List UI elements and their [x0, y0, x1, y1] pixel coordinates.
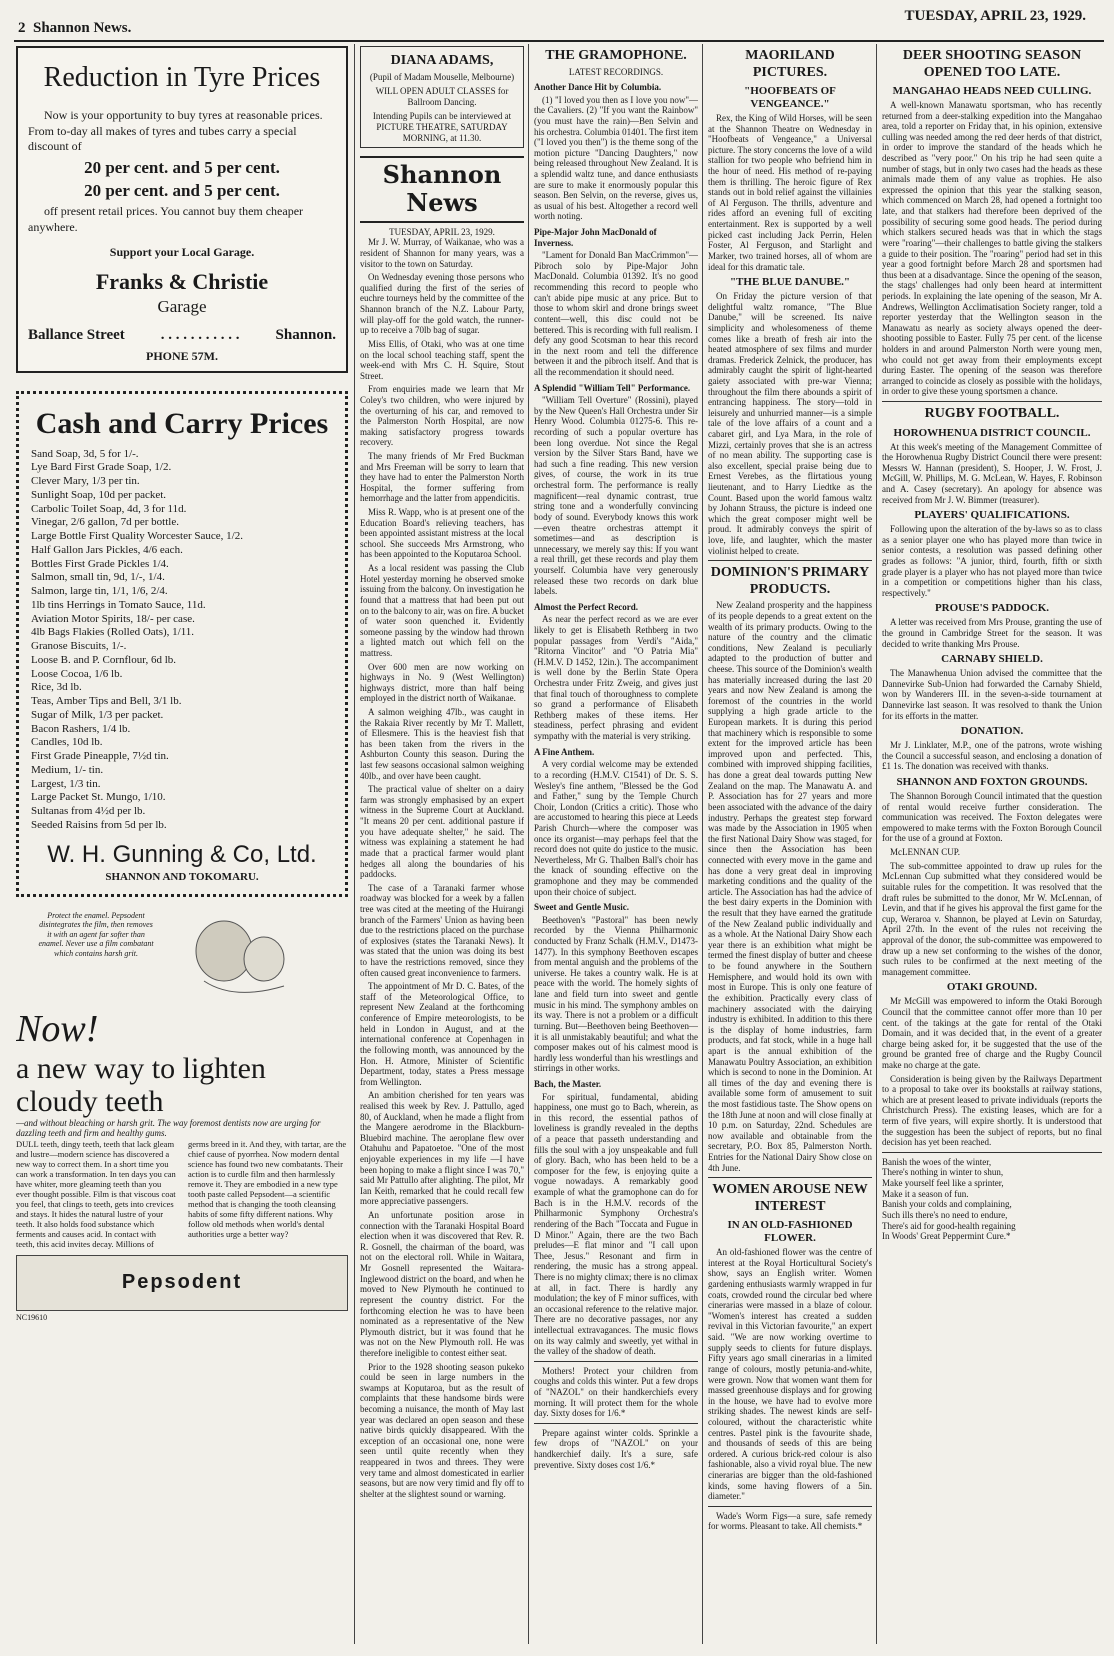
price-item: Large Bottle First Quality Worcester Sauce, 1/2. — [31, 530, 243, 543]
pepsodent-tube-icon: Pepsodent — [16, 1255, 348, 1311]
news-paragraph: On Wednesday evening those persons who qualified during the first of the series of euchre tourneys held by the committee of the Shannon branch of the N.Z. Labour Party, will play-off for the gold watch, the runner-up to receive a 70lb bag of sugar. — [360, 272, 524, 336]
ads-column — [16, 46, 348, 1646]
maoriland-title: MAORILAND PICTURES. — [745, 48, 835, 80]
section-text: "Lament for Donald Ban MacCrimmon"—Pibroch solo by Pipe-Major John MacDonald. Columbia 01392. It's no good recommending this record to people who can't abide pipe music at any price. But to those to whom skirl and drone brings sweet content—well, this disc could not be bettered. This is recording with full realism. I defy any good Scotsman to hear this record in the next room and tell the difference between it and the pibroch itself. And that is all the recommendation it should need. — [534, 250, 698, 377]
poem-line: Such ills there's no need to endure, — [882, 1209, 1008, 1220]
women-sub: IN AN OLD-FASHIONED FLOWER. — [727, 1219, 853, 1245]
blue-danube-text: On Friday the picture version of that delightful waltz romance, "The Blue Danube," will be screened. Its naive simplicity and wholesomeness of theme comes like a breath of fresh air into the heated atmosphere of sex films and murder dramas. Frederick Zelnick, the producer, has admirably caught the spirit of light-hearted gaiety associated with pre-war Vienna; throughout the film there abounds a spirit of entrancing happiness. The story—told in leisurely and unhurried manner—is a simple tale of the love affairs of a count and a cabaret girl, and Lya Mara, in the role of Mizzi, certainly proves that she is an actress of no mean ability. The supporting case is also excellent, special praise being due to Ernest Verebes, as the flirtatious young lieutenant, and to Harry Liedtke as the Count. Based upon the world famous waltz by Johann Strauss, the picture is indeed one which the great composer might well be proud. It admirably conveys the spirit of love, life, and laughter, which the master violinist helped to create. — [708, 291, 872, 556]
rugby-report — [882, 442, 1102, 1148]
separator — [882, 401, 1102, 402]
pepsodent-body: DULL teeth, dingy teeth, teeth that lack gleam and lustre—modern science has discovered a new way to correct them. In a short time you can work a transformation. In ten days you can have whiter, more gleaming teeth than you ever thought possible. Film is that viscous coat you feel, that clings to teeth, gets into crevices and stays. It hides the natural lustre of your teeth. It also holds food substance which ferments and causes acid. In contact with teeth, this acid invites decay. Millions of germs breed in it. And they, with tartar, are the chief cause of pyorrhea. Now modern dental science has found two new combatants. Their action is to curdle film and then harmlessly remove it. They are embodied in a new type tooth paste called Pepsodent—a scientific method that is changing the tooth cleansing habits of some fifty different nations. Why follow old methods when world's dental authorities urge a better way? — [16, 1138, 347, 1250]
separator — [534, 1423, 698, 1424]
news-paragraph: Prior to the 1928 shooting season pukeko could be seen in large numbers in the swamps at Koputaroa, but as the result of complaints that these handsome birds were becoming a nuisance, the month of May last year was declared an open season and these native birds quickly disappeared. With the exception of an occasional one, none were seen until quite recently when they reappeared in twos and threes. They were very tame and almost domesticated in earlier seasons, but are now very timid and fly off to shelter at the slightest sound or warning. — [360, 1361, 524, 1499]
price-item: Sugar of Milk, 1/3 per packet. — [31, 708, 164, 721]
discount-line: 20 per cent. and 5 per cent. — [84, 181, 280, 201]
dominion-text: New Zealand prosperity and the happiness of its people depends to a great extent on the wealth of its primary products. Owing to the nature of the country and the climatic conditions, New Zealand is peculiarly adapted to the production of butter and cheese. This source of the Dominion's wealth has materially increased during the last 20 years and now New Zealand is among the foremost of the countries in the world supplying a high grade article to the European markets. It is during this period that machinery which is responsible to some extent for the improved article has been improved upon and perfected. This, combined with improved shipping facilities, has done a great deal towards putting New Zealand on the map. The Manawatu A. and P. Association has for 27 years and more been associated with the advance of the dairy industry. Perhaps the greatest step forward was made by the Association in 1905 when the first National Dairy Show was staged, for since then the Association has been connected with every move in the game and has done a very great deal in improving marketing conditions and the quality of the article. The Association has had the advice of the best dairy experts in the Dominion with the result that they have earned the gratitude of the New Zealand public individually and as a whole. At the National Dairy Show each year there is an exhibition what might be termed the finest display of butter and cheese to be found anywhere in the Southern Hemisphere, and would hold its own with most in Europe. This is only one feature of the exhibition. Practically every class of machinery associated with the dairying industry is exhibited. In addition to this there is the display of home industries, farm products, and fat stock, while in a huge hall apart is the annual exhibition of the Manawatu Poultry Association, an exhibition which is second to none in the Dominion. At all times of the day and evening there is available some form of amusement to suit the most fastidious taste. The Show opens on the 18th June at noon and will close finally at 10 p.m. on Saturday, 22nd. Schedules are now available and obtainable from the secretary, P.O. Box 85, Palmerston North. Entries for the National Dairy Show close on 4th June. — [708, 600, 872, 1173]
woman-illustration-icon — [164, 911, 314, 1001]
masthead: Shannon News — [360, 156, 524, 223]
news-paragraph: Miss R. Wapp, who is at present one of the Education Board's relieving teachers, has been appointed assistant mistress at the local school. She succeeds Mrs Armstrong, who has been appointed to the Koputaroa School. — [360, 507, 524, 560]
poem-line: There's aid for good-health regaining — [882, 1220, 1016, 1231]
garage-firm: Franks & Christie — [95, 269, 269, 295]
news-paragraph: The Manawhenua Union advised the committee that the Dannevirke Sub-Union had forwarded the Carnaby Shield, won by Wanderers III. in the seven-a-side tournament at Dannevirke last season. It was resolved to thank the Union for its efforts in the matter. — [882, 668, 1102, 721]
news-paragraph: McLENNAN CUP. — [890, 847, 961, 858]
tyre-advert-lead: Now is your opportunity to buy tyres at reasonable prices. From to-day all makes of tyres and tubes carry a special discount of — [28, 108, 323, 154]
page-number: 2 — [18, 20, 26, 36]
section-text: A very cordial welcome may be extended to a recording (H.M.V. C1541) of Dr. S. S. Wesley's fine anthem, "Blessed be the God and Father," sung by the Temple Church Choir, London (Critics a critic). Those who are accustomed to hearing this piece at Leeds Parish Church—where the composer was once its organist—may perhaps feel that the record does not quite do justice to the music. Nevertheless, Mr G. Thalben Ball's choir has the knack of sounding effective on the gramophone and they may be commended upon their choice of subject. — [534, 759, 698, 897]
separator — [708, 1177, 872, 1178]
price-item: Large Packet St. Mungo, 1/10. — [31, 791, 166, 804]
dominion-title: DOMINION'S PRIMARY PRODUCTS. — [710, 565, 870, 597]
section-text: Beethoven's "Pastoral" has been newly recorded by the Vienna Philharmonic conducted by Franz Schalk (H.M.V., D1473-1477). In this symphony Beethoven escapes from mental anguish and the problems of the universe. He takes a country walk. He is at peace with the world. The homely sights of lane and field turn into sweet and gentle music in his mind. The symphony ambles on its way. There is not a problem or a difficult turning. But—Beethoven being Beethoven—it is all unmistakably beautiful; and what the composer makes out of his calmest mood is hardly less wonderful than his wrestlings and stirrings in other works. — [534, 914, 698, 1074]
section-heading: Sweet and Gentle Music. — [534, 902, 629, 913]
peppermint-cure-poem — [882, 1157, 1102, 1242]
cash-advert-title: Cash and Carry Prices — [35, 407, 329, 441]
section-heading: A Splendid "William Tell" Performance. — [534, 382, 691, 393]
price-item: Rice, 3d lb. — [31, 681, 82, 694]
column-divider — [702, 44, 703, 1644]
news-paragraph: Following upon the alteration of the by-laws so as to class as a senior player one who has played more than twice in senior contests, a resolution was passed defining other grades as follows: "A junior, third, fourth, fifth or sixth grade player is a player who has not played more than twice in a competition or competitions higher than his class, respectively." — [882, 524, 1102, 598]
section-text: For spiritual, fundamental, abiding happiness, one must go to Bach, wherein, as in this record, the essential pathos of loveliness is grandly revealed in the depths of a peace that passeth understanding and fills the soul with a joy unspeakable and full of glory. Bach, who has been held to be a composer for the few, is enjoying quite a vogue nowadays. A remarkably good example of what the gramophone can do for Bach is in the H.M.V. records of the Philharmonic Symphony Orchestra's rendering of the Bach "Toccata and Fugue in D Minor." Again, there are the two Bach preludes—E flat minor and "I call upon Thee, Jesus." Resonant and firm in rendering, the music has a strong appeal. There is no mighty climax; there is no climax at all, in fact. There is hardly any modulation; the key of F minor suffices, with an occasional reference to the relative major. There are no decorative passages, nor any intellectual extravagances. The music flows on its way calmly and sweetly, yet withal in the valley of the shadow of death. — [534, 1091, 698, 1357]
news-paragraph: A salmon weighing 47lb., was caught in the Rakaia River recently by Mr T. Mallett, of Ellesmere. This is the heaviest fish that has been taken from the rivers in the Ashburton County this season. During the last few seasons occasional salmon weighing 40lb., and over have been caught. — [360, 707, 524, 781]
news-paragraph: An ambition cherished for ten years was realised this week by Rev. J. Pattullo, aged 80, of Auckland, when he made a flight from the Mangere aerodrome in the Blackburn-Bluebird machine. The aeroplane flew over Otahuhu and Papatoetoe. "One of the most enjoyable experiences in my life —I have been hoping to make a flight since I was 70," said Mr Pattullo after alighting. The pilot, Mr Ian Keith, remarked that he could recall few more appreciative passengers. — [360, 1090, 524, 1207]
phone: PHONE 57M. — [146, 349, 218, 364]
price-item: Loose B. and P. Cornflour, 6d lb. — [31, 653, 176, 666]
price-item: Medium, 1/- tin. — [31, 763, 104, 776]
cash-firm: W. H. Gunning & Co, Ltd. — [47, 840, 317, 868]
diana-notice: WILL OPEN ADULT CLASSES for Ballroom Dancing. — [375, 86, 509, 107]
worm-figs-ad: Wade's Worm Figs—a sure, safe remedy for worms. Pleasant to take. All chemists.* — [708, 1510, 872, 1532]
news-paragraph: As a local resident was passing the Club Hotel yesterday morning he observed smoke issuing from the balcony. On investigation he found that a mattress that had been put out on to the balcony to air, was on fire. A bucket of water soon quenched it. Evidently someone passing by the window had thrown a lighted match out which fell on the mattress. — [360, 563, 524, 658]
discount-line: 20 per cent. and 5 per cent. — [84, 157, 280, 177]
poem-line: In Woods' Great Peppermint Cure.* — [882, 1231, 1011, 1242]
separator — [534, 1361, 698, 1362]
poem-line: Make it a season of fun. — [882, 1188, 969, 1199]
news-paragraph: From enquiries made we learn that Mr Coley's two children, who were injured by the overturning of his car, and removed to the Palmerston North Hospital, are now making satisfactory progress towards recovery. — [360, 384, 524, 448]
subsection-heading: PROUSE'S PADDOCK. — [934, 602, 1050, 615]
section-text: As near the perfect record as we are ever likely to get is Elisabeth Rethberg in two popular passages from Verdi's "Aida," "Ritorna Vincitor" and "O Patria Mia" (H.M.V. D 1452, 12in.). The accompaniment is well done by the Berlin State Opera Orchestra under Fritz Zweig, and gives just that final touch of thoroughness to complete so grand a performance of Elisabeth Rethberg makes of these items. Her steadiness, perfect phrasing and evident sympathy with the material is very striking. — [534, 614, 698, 742]
rugby-sub: HOROWHENUA DISTRICT COUNCIL. — [893, 426, 1091, 439]
news-paragraph: Over 600 men are now working on highways in No. 9 (West Wellington) highways district, more than half being employed in the district north of Waikanae. — [360, 661, 524, 704]
blue-danube-sub: "THE BLUE DANUBE." — [729, 276, 851, 289]
diana-name: DIANA ADAMS, — [390, 53, 494, 68]
price-item: Largest, 1/3 tin. — [31, 777, 101, 790]
poem-line: There's nothing in winter to shun, — [882, 1167, 1004, 1178]
news-paragraph: Mr J. Linklater, M.P., one of the patrons, wrote wishing the Council a successful season, and enclosing a donation of £1 1s. The donation was received with thanks. — [882, 740, 1102, 772]
price-item: Loose Cocoa, 1/6 lb. — [31, 667, 123, 680]
news-column-3 — [534, 46, 698, 1646]
issue-date: TUESDAY, APRIL 23, 1929. — [904, 8, 1086, 24]
pepsodent-advert — [16, 911, 348, 1323]
news-paragraph: Consideration is being given by the Railways Department to a proposal to take over its bookstalls at railway stations, which are at present leased to private individuals (reports the Christchurch Press). The existing leases, which are for a term of five years, will expire shortly. It is understood that the suggestion has been the subject of reports, but no final decision has yet been reached. — [882, 1073, 1102, 1148]
price-item: Aviation Motor Spirits, 18/- per case. — [31, 612, 195, 625]
section-heading: Almost the Perfect Record. — [534, 601, 638, 612]
women-text: An old-fashioned flower was the centre of interest at the Royal Horticultural Society's show, says an English writer. Women gardening enthusiasts warmly wrapped in fur coats, crowded round the circular bed where cinerarias were massed in a blaze of colour. "Women's interest has created a sudden revival in this Victorian favourite," an expert said. "We are now working overtime to supply seeds to clients for future displays. Fifty years ago small cinerarias in a limited range of colours, mostly petunia-and-white, were grown. Now that women want them for massed greenhouse displays and for growing in the house, we have had to evolve more striking shades. The newest kinds are self-coloured, without the characteristic white centres. Pastel pink is the favourite shade, and thousands of seeds of this are being ordered. A curious brick-red colour is also fashionable, also a vivid royal blue. The new cinerarias are bigger than the old-fashioned kinds, some having flowers of a 5in. diameter." — [708, 1247, 872, 1502]
price-item: Sand Soap, 3d, 5 for 1/-. — [31, 447, 139, 460]
page-header — [0, 0, 1114, 40]
maoriland-text: Rex, the King of Wild Horses, will be seen at the Shannon Theatre on Wednesday in "Hoofbeats of Vengeance," a Universal picture. The story concerns the love of a wild stallion for two people who befriend him in the hour of need. His method of re-paying them is thrilling. The heroic figure of Rex stands out in bold relief against the villainies of Al Ferguson. The thrills, adventure and rides afford an evening full of exciting entertainment. Rex is supported by a well picked cast including Jack Perrin, Helen Foster, Al Ferguson, and Starlight and Marker, two trained horses, all of whom are ideal for this dramatic tale. — [708, 112, 872, 272]
nazol-ad: Prepare against winter colds. Sprinkle a few drops of "NAZOL" on your handkerchief daily. It's a sure, safe preventive. Sixty doses cost 1/6.* — [534, 1427, 698, 1470]
price-item: Sunlight Soap, 10d per packet. — [31, 488, 167, 501]
gramophone-title: THE GRAMOPHONE. — [545, 48, 687, 63]
price-item: Seeded Raisins from 5d per lb. — [31, 818, 167, 831]
news-column-5 — [882, 46, 1102, 1646]
section-text: "William Tell Overture" (Rossini), played by the New Queen's Hall Orchestra under Sir Henry Wood. Columbia 01275-6. This re-recording of such a popular overture has been long overdue. Not since the Regal version by the Silver Stars Band, have we had such a fine reading. This new version gives, of course, the work in its true orchestral form. The performance is really magnificent—real dynamic contrast, true string tone and a wonderfully convincing body of sound. Everybody knows this work—even theatre orchestras attempt it sometimes—and as description is unnecessary, we merely say this: If you want a real thrill, get these records and play them yourself. Columbia have very generously released these two records on dark blue labels. — [534, 395, 698, 597]
separator — [708, 1506, 872, 1507]
price-item: Granose Biscuits, 1/-. — [31, 640, 127, 653]
news-date: TUESDAY, APRIL 23, 1929. — [389, 226, 495, 237]
section-heading: Another Dance Hit by Columbia. — [534, 82, 662, 93]
news-paragraph: Mr McGill was empowered to inform the Otaki Borough Council that the committee cannot offer more than 10 per cent. of the takings at the gate for rental of the Otaki Domain, and it was decided that, in the event of a greater charge being asked for, it be suggested that the use of the ground be granted free of charge and the Rugby Council make no charge at the gate. — [882, 996, 1102, 1070]
news-paragraph: Mr J. W. Murray, of Waikanae, who was a resident of Shannon for many years, was a visitor to the town on Saturday. — [360, 237, 524, 269]
news-paragraph: The Shannon Borough Council intimated that the question of rental would receive further consideration. The communication was received. The Foxton delegates were empowered to make terms with the Foxton Borough Council for the use of a ground at Foxton. — [882, 791, 1102, 844]
deer-text: A well-known Manawatu sportsman, who has recently returned from a deer-stalking expedition into the Mangahao area, told a reporter on Friday that, in his opinion, extensive culling was needed among the red deer herds of that district, in order to improve the standard of the heads which he described as "very poor." On his trip he had seen quite a number of stags, but in only two cases had the heads as these animals made them of any value as trophies. He also expressed the opinion that this year the stalking season, which commenced on March 28, had opened a fortnight too late, and that stalkers had therefore been deprived of the possibility of securing some good heads. The period during which stalkers secured heads was that in which the stags were "roaring"—their challenges to battle giving the stalkers a guide to their position. The "roaring" period had set in this year a good fortnight before March 28 and sportsmen had thus been at a disadvantage. Since the opening of the season, the stags' challenges had only been heard at intermittent periods. In explaining the late opening of the season, Mr A. Andrews, Wellington Acclimatisation Society ranger, told a reporter yesterday that the Wellington season in the Manawatu as nearly as society always opened the deer-shooting possible to Easter. Fully 75 per cent. of the license holders in and around Palmerston North were young men, who could not get away from their employments except during Easter. The opening of the season was therefore arranged to coincide as closely as possible with the holidays, in order to give these young sportsmen a chance. — [882, 100, 1102, 397]
header-rule — [14, 40, 1104, 42]
section-text: (1) "I loved you then as I love you now"—the Cavaliers. (2) "If you want the Rainbow" (you must have the rain)—Ben Selvin and his orchestra. Columbia 01401. The first item ("I loved you then") is the theme song of the motion picture "Dancing Daughters," now being released throughout New Zealand. It is a splendid waltz tune, and dance enthusiasts are sure to make it enormously popular this season. Ben Selvin, on the reverse, gives us, as usual of his best. Altogether a record well worth noting. — [534, 94, 698, 222]
price-item: Lye Bard First Grade Soap, 1/2. — [31, 461, 172, 474]
price-item: Sultanas from 4½d per lb. — [31, 805, 146, 818]
pepsodent-caption: Protect the enamel. Pepsodent disintegrates the film, then removes it with an agent far softer than enamel. Never use a film combatant which contains harsh grit. — [38, 910, 154, 958]
women-title: WOMEN AROUSE NEW INTEREST — [712, 1182, 868, 1214]
news-paragraph: The practical value of shelter on a dairy farm was strongly emphasised by an expert witness in the Supreme Court at Auckland. "It means 20 per cent. additional pasture if you have adequate shelter," he said. The witness was explaining a statement he had made that a practical farmer would plant hedges all along the boundaries of his paddocks. — [360, 784, 524, 880]
diana-pupil: (Pupil of Madam Mouselle, Melbourne) — [369, 71, 515, 82]
deer-title: DEER SHOOTING SEASON OPENED TOO LATE. — [902, 48, 1082, 80]
advert-code: NC19610 — [16, 1313, 48, 1323]
diana-detail: Intending Pupils can be interviewed at PICTURE THEATRE, SATURDAY MORNING, at 11.30. — [372, 111, 512, 143]
news-paragraph: An unfortunate position arose in connection with the Taranaki Hospital Board election when it was discovered that Rev. R. R. Gosnell, the chairman of the board, was not on the electoral roll. While in Waitara, Mr Gosnell represented the Waitara-Inglewood district on the board, and when he moved to New Plymouth he continued to represent the country district. For the forthcoming election he was to have been nominated as a representative of the New Plymouth district, but it was found that he was not on the New Plymouth roll. He was therefore ineligible to contest either seat. — [360, 1210, 524, 1358]
street: Ballance Street — [28, 327, 125, 344]
subsection-heading: OTAKI GROUND. — [946, 981, 1038, 994]
pepsodent-headline: Now! — [16, 1007, 99, 1050]
section-heading: A Fine Anthem. — [534, 746, 595, 757]
gramophone-sub: LATEST RECORDINGS. — [568, 66, 664, 77]
price-item: Vinegar, 2/6 gallon, 7d per bottle. — [31, 516, 179, 529]
deer-sub: MANGAHAO HEADS NEED CULLING. — [892, 85, 1092, 98]
poem-line: Banish the woes of the winter, — [882, 1156, 992, 1167]
page-number-and-title — [18, 20, 131, 37]
address-row — [28, 327, 336, 345]
poem-line: Make yourself feel like a sprinter, — [882, 1178, 1004, 1189]
subsection-heading: DONATION. — [960, 725, 1024, 738]
tyre-advert-tail: off present retail prices. You cannot buy them cheaper anywhere. — [28, 204, 304, 234]
column-divider — [876, 44, 877, 1644]
section-heading: Pipe-Major John MacDonald of Inverness. — [534, 227, 657, 248]
separator — [708, 560, 872, 561]
subsection-heading: SHANNON AND FOXTON GROUNDS. — [896, 776, 1088, 789]
price-item: Salmon, large tin, 1/1, 1/6, 2/4. — [31, 585, 168, 598]
price-item: First Grade Pineapple, 7½d tin. — [31, 750, 169, 763]
nazol-ad: Mothers! Protect your children from coughs and colds this winter. Put a few drops of "NAZOL" on their handkerchiefs every morning. It will protect them for the whole day. Sixty doses for 1/6.* — [534, 1365, 698, 1419]
separator — [882, 1152, 1102, 1153]
price-item: Bottles First Grade Pickles 1/4. — [31, 557, 169, 570]
price-item: Half Gallon Jars Pickles, 4/6 each. — [31, 543, 183, 556]
column-divider — [354, 44, 355, 1644]
column-divider — [528, 44, 529, 1644]
price-item: 1lb tins Herrings in Tomato Sauce, 11d. — [31, 598, 206, 611]
dot-leader: . . . . . . . . . . . — [160, 327, 240, 344]
news-paragraph: At this week's meeting of the Management Committee of the Horowhenua Rugby District Council there were present: Messrs W. Hannan (president), S. Hooper, J. W. Frost, J. McGill, W. Phillips, M. G. McLean, W. Hayes, F. Robinson and A. Casey (secretary). An apology for absence was received from Mr J. W. Bimmer (treasurer). — [882, 441, 1102, 505]
price-item: Bacon Rashers, 1/4 lb. — [31, 722, 131, 735]
town: Shannon. — [275, 327, 336, 344]
poem-line: Banish your colds and complaining, — [882, 1199, 1012, 1210]
price-list — [31, 448, 333, 833]
news-column-2 — [360, 46, 524, 1646]
price-item: Candles, 10d lb. — [31, 736, 103, 749]
subsection-heading: PLAYERS' QUALIFICATIONS. — [914, 509, 1070, 522]
garage-label: Garage — [157, 297, 207, 317]
news-paragraph: The sub-committee appointed to draw up rules for the McLennan Cup submitted what they considered would be suitable rules for the competition. It was resolved that the draft rules be submitted to the donor, Mr W. McLennan, of Levin, and that if he gives his approval the first game for the cup, Weraroa v. Shannon, be played at Levin on Saturday, April 27th. In the event of the rules not receiving the approval of the donor, the sub-committee was empowered to draw up a new set conforming to the wishes of the donor, such rules to be confirmed at the next meeting of the management committee. — [882, 860, 1102, 977]
diana-adams-notice — [360, 46, 524, 148]
news-column-4 — [708, 46, 872, 1646]
gramophone-articles — [534, 82, 698, 1357]
price-item: 4lb Bags Flakies (Rolled Oats), 1/11. — [31, 626, 195, 639]
price-item: Salmon, small tin, 9d, 1/-, 1/4. — [31, 571, 165, 584]
pepsodent-tag: —and without bleaching or harsh grit. The way foremost dentists now are urging for dazzling teeth and firm and healthy gums. — [16, 1117, 321, 1139]
news-paragraph: The many friends of Mr Fred Buckman and Mrs Freeman will be sorry to learn that they have had to enter the Palmerston North Hospital, the former suffering from hemorrhage and the latter from appendicitis. — [360, 450, 524, 504]
price-item: Teas, Amber Tips and Bell, 3/1 lb. — [31, 695, 182, 708]
price-item: Carbolic Toilet Soap, 4d, 3 for 11d. — [31, 502, 187, 515]
paper-name: Shannon News. — [33, 20, 132, 36]
cash-carry-advert — [16, 391, 348, 897]
tyre-advert-title: Reduction in Tyre Prices — [43, 62, 321, 93]
news-paragraph: Miss Ellis, of Otaki, who was at one time on the local school teaching staff, spent the week-end with Mrs C. H. Squire, Stout Street. — [360, 338, 524, 381]
cash-locations: SHANNON AND TOKOMARU. — [105, 870, 259, 883]
rugby-title: RUGBY FOOTBALL. — [924, 406, 1060, 422]
tyre-advert — [16, 46, 348, 373]
section-heading: Bach, the Master. — [534, 1078, 602, 1089]
pepsodent-subhead: a new way to lighten cloudy teeth — [16, 1051, 266, 1118]
maoriland-sub: "HOOFBEATS OF VENGEANCE." — [744, 85, 836, 110]
subsection-heading: CARNABY SHIELD. — [941, 653, 1043, 666]
news-paragraph: The appointment of Mr D. C. Bates, of the staff of the Meteorological Office, to represent New Zealand at the forthcoming conference of Empire meteorologists, to be held in London in August, and at the international conference at Copenhagen in the following month, was announced by the Hon. H. Atmore, Minister of Scientific Department, today, states a Press message from Wellington. — [360, 981, 524, 1087]
news-paragraph: The case of a Taranaki farmer whose roadway was blocked for a week by a fallen tree was cited at the meeting of the Huirangi branch of the Farmers' Union as having been due to the restrictions placed on the purchase of explosives (states the Taranaki News). It was stated that the union was doing its best to have the restrictions removed, since they often caused great inconvenience to farmers. — [360, 882, 524, 978]
local-news — [360, 237, 524, 1499]
price-item: Clever Mary, 1/3 per tin. — [31, 475, 140, 488]
news-paragraph: A letter was received from Mrs Prouse, granting the use of the ground in Cambridge Street for the season. It was decided to write thanking Mrs Prouse. — [882, 617, 1102, 649]
support-line: Support your Local Garage. — [109, 245, 255, 260]
